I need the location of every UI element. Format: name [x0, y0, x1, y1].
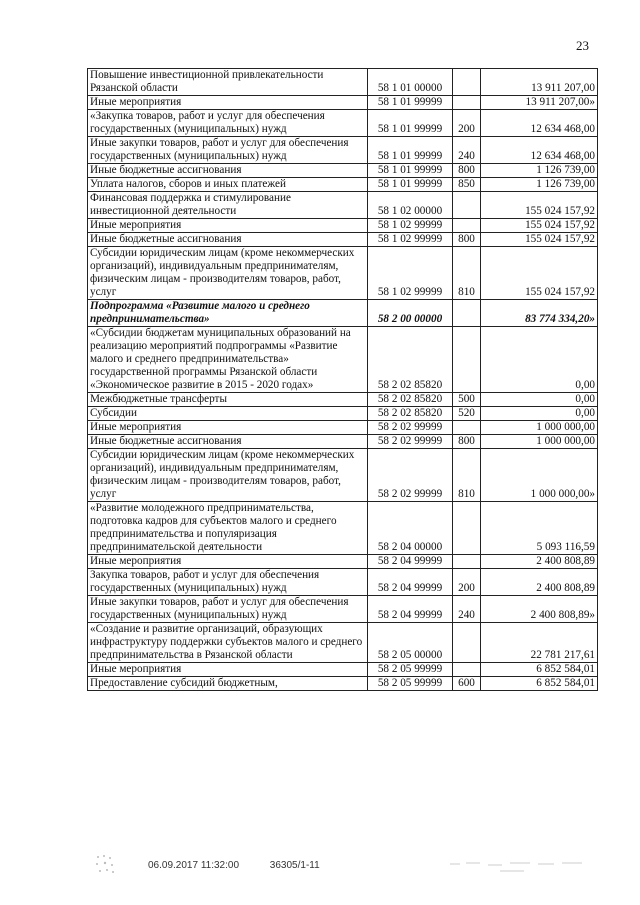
- table-row: [88, 137, 598, 164]
- table-row: [88, 663, 598, 677]
- table-row: [88, 596, 598, 623]
- row-code-cell: 58 2 04 99999: [368, 596, 453, 623]
- row-type-cell: 240: [453, 137, 481, 164]
- row-type-cell: [453, 623, 481, 663]
- table-row: [88, 421, 598, 435]
- row-code-cell: 58 2 02 85820: [368, 327, 453, 393]
- table-row: [88, 623, 598, 663]
- table-row: [88, 393, 598, 407]
- table-row: [88, 569, 598, 596]
- page-number: 23: [576, 38, 589, 53]
- row-amount-cell: 0,00: [481, 327, 598, 393]
- row-code-cell: 58 1 01 99999: [368, 110, 453, 137]
- row-type-cell: [453, 421, 481, 435]
- budget-table: [87, 68, 598, 691]
- row-name-cell: Повышение инвестиционной привлекательности Рязанской области: [88, 69, 368, 96]
- row-code-cell: 58 2 02 85820: [368, 407, 453, 421]
- row-code-cell: 58 1 01 99999: [368, 96, 453, 110]
- row-code-cell: 58 2 04 99999: [368, 569, 453, 596]
- row-amount-cell: 1 126 739,00: [481, 178, 598, 192]
- row-name-cell: Финансовая поддержка и стимулирование инвестиционной деятельности: [88, 192, 368, 219]
- row-code-cell: 58 2 05 99999: [368, 677, 453, 691]
- row-name-cell: Субсидии юридическим лицам (кроме некоммерческих организаций), индивидуальным предпринимателям, физическим лицам - производителям товаров, работ, услуг: [88, 449, 368, 502]
- row-type-cell: [453, 663, 481, 677]
- row-amount-cell: 22 781 217,61: [481, 623, 598, 663]
- row-amount-cell: 6 852 584,01: [481, 677, 598, 691]
- row-type-cell: 200: [453, 569, 481, 596]
- row-code-cell: 58 2 02 99999: [368, 449, 453, 502]
- row-code-cell: 58 2 02 99999: [368, 421, 453, 435]
- table-row: [88, 247, 598, 300]
- row-amount-cell: 155 024 157,92: [481, 247, 598, 300]
- row-code-cell: 58 1 01 99999: [368, 164, 453, 178]
- row-amount-cell: 5 093 116,59: [481, 502, 598, 555]
- row-type-cell: 240: [453, 596, 481, 623]
- row-type-cell: 850: [453, 178, 481, 192]
- row-amount-cell: 13 911 207,00: [481, 69, 598, 96]
- row-amount-cell: 1 000 000,00: [481, 421, 598, 435]
- table-row: [88, 164, 598, 178]
- row-type-cell: 500: [453, 393, 481, 407]
- table-row: [88, 502, 598, 555]
- row-type-cell: [453, 219, 481, 233]
- row-amount-cell: 6 852 584,01: [481, 663, 598, 677]
- table-row: [88, 192, 598, 219]
- row-name-cell: Иные мероприятия: [88, 421, 368, 435]
- row-type-cell: [453, 300, 481, 327]
- table-row: [88, 69, 598, 96]
- row-name-cell: «Создание и развитие организаций, образующих инфраструктуру поддержки субъектов малого и среднего предпринимательства в Рязанской области: [88, 623, 368, 663]
- row-type-cell: [453, 69, 481, 96]
- budget-table-body: [88, 69, 598, 691]
- footer-datetime: 06.09.2017 11:32:00: [148, 860, 240, 871]
- row-amount-cell: 1 000 000,00: [481, 435, 598, 449]
- row-amount-cell: 2 400 808,89: [481, 569, 598, 596]
- row-type-cell: [453, 96, 481, 110]
- row-name-cell: Иные закупки товаров, работ и услуг для обеспечения государственных (муниципальных) нужд: [88, 596, 368, 623]
- row-code-cell: 58 1 01 99999: [368, 137, 453, 164]
- footer-doc-number: 36305/1-11: [269, 860, 320, 871]
- row-code-cell: 58 2 02 99999: [368, 435, 453, 449]
- table-row: [88, 233, 598, 247]
- row-code-cell: 58 2 04 00000: [368, 502, 453, 555]
- table-row: [88, 555, 598, 569]
- row-type-cell: 810: [453, 247, 481, 300]
- row-amount-cell: 2 400 808,89»: [481, 596, 598, 623]
- row-code-cell: 58 2 00 00000: [368, 300, 453, 327]
- row-amount-cell: 155 024 157,92: [481, 233, 598, 247]
- row-amount-cell: 0,00: [481, 393, 598, 407]
- row-amount-cell: 12 634 468,00: [481, 110, 598, 137]
- row-code-cell: 58 1 02 00000: [368, 192, 453, 219]
- stamp-mark: [92, 852, 118, 876]
- row-code-cell: 58 2 04 99999: [368, 555, 453, 569]
- row-name-cell: Предоставление субсидий бюджетным,: [88, 677, 368, 691]
- table-row: [88, 96, 598, 110]
- row-name-cell: «Развитие молодежного предпринимательства, подготовка кадров для субъектов малого и среднего предпринимательства и популяризация предпринимательской деятельности: [88, 502, 368, 555]
- row-type-cell: [453, 192, 481, 219]
- row-amount-cell: 1 126 739,00: [481, 164, 598, 178]
- row-name-cell: Субсидии юридическим лицам (кроме некоммерческих организаций), индивидуальным предпринимателям, физическим лицам - производителям товаров, работ, услуг: [88, 247, 368, 300]
- row-code-cell: 58 1 01 00000: [368, 69, 453, 96]
- row-type-cell: 520: [453, 407, 481, 421]
- row-code-cell: 58 2 05 99999: [368, 663, 453, 677]
- row-type-cell: [453, 502, 481, 555]
- row-amount-cell: 0,00: [481, 407, 598, 421]
- row-name-cell: Иные бюджетные ассигнования: [88, 164, 368, 178]
- row-name-cell: Иные бюджетные ассигнования: [88, 233, 368, 247]
- row-name-cell: Уплата налогов, сборов и иных платежей: [88, 178, 368, 192]
- row-type-cell: [453, 555, 481, 569]
- row-name-cell: Иные мероприятия: [88, 96, 368, 110]
- row-code-cell: 58 1 01 99999: [368, 178, 453, 192]
- row-amount-cell: 12 634 468,00: [481, 137, 598, 164]
- row-amount-cell: 1 000 000,00»: [481, 449, 598, 502]
- table-row: [88, 435, 598, 449]
- row-name-cell: «Закупка товаров, работ и услуг для обеспечения государственных (муниципальных) нужд: [88, 110, 368, 137]
- row-name-cell: Закупка товаров, работ и услуг для обеспечения государственных (муниципальных) нужд: [88, 569, 368, 596]
- row-name-cell: «Субсидии бюджетам муниципальных образований на реализацию мероприятий подпрограммы «Развитие малого и среднего предпринимательства» государственной программы Рязанской области «Экономическое развитие в 2015 - 2020 годах»: [88, 327, 368, 393]
- row-name-cell: Подпрограмма «Развитие малого и среднего предпринимательства»: [88, 300, 368, 327]
- row-name-cell: Иные мероприятия: [88, 663, 368, 677]
- row-name-cell: Межбюджетные трансферты: [88, 393, 368, 407]
- row-type-cell: 600: [453, 677, 481, 691]
- table-row: [88, 178, 598, 192]
- table-row: [88, 449, 598, 502]
- row-type-cell: 200: [453, 110, 481, 137]
- row-name-cell: Субсидии: [88, 407, 368, 421]
- row-code-cell: 58 1 02 99999: [368, 219, 453, 233]
- row-code-cell: 58 1 02 99999: [368, 233, 453, 247]
- row-type-cell: 800: [453, 435, 481, 449]
- table-row: [88, 300, 598, 327]
- row-amount-cell: 2 400 808,89: [481, 555, 598, 569]
- row-code-cell: 58 2 02 85820: [368, 393, 453, 407]
- table-row: [88, 110, 598, 137]
- row-name-cell: Иные мероприятия: [88, 219, 368, 233]
- row-amount-cell: 83 774 334,20»: [481, 300, 598, 327]
- row-amount-cell: 13 911 207,00»: [481, 96, 598, 110]
- table-row: [88, 677, 598, 691]
- table-row: [88, 219, 598, 233]
- row-code-cell: 58 1 02 99999: [368, 247, 453, 300]
- row-code-cell: 58 2 05 00000: [368, 623, 453, 663]
- row-amount-cell: 155 024 157,92: [481, 192, 598, 219]
- row-name-cell: Иные бюджетные ассигнования: [88, 435, 368, 449]
- row-type-cell: 800: [453, 233, 481, 247]
- table-row: [88, 327, 598, 393]
- table-row: [88, 407, 598, 421]
- faint-mark: [450, 858, 590, 874]
- row-type-cell: [453, 327, 481, 393]
- row-amount-cell: 155 024 157,92: [481, 219, 598, 233]
- row-name-cell: Иные мероприятия: [88, 555, 368, 569]
- document-footer: [148, 860, 348, 871]
- row-type-cell: 810: [453, 449, 481, 502]
- row-type-cell: 800: [453, 164, 481, 178]
- row-name-cell: Иные закупки товаров, работ и услуг для обеспечения государственных (муниципальных) нужд: [88, 137, 368, 164]
